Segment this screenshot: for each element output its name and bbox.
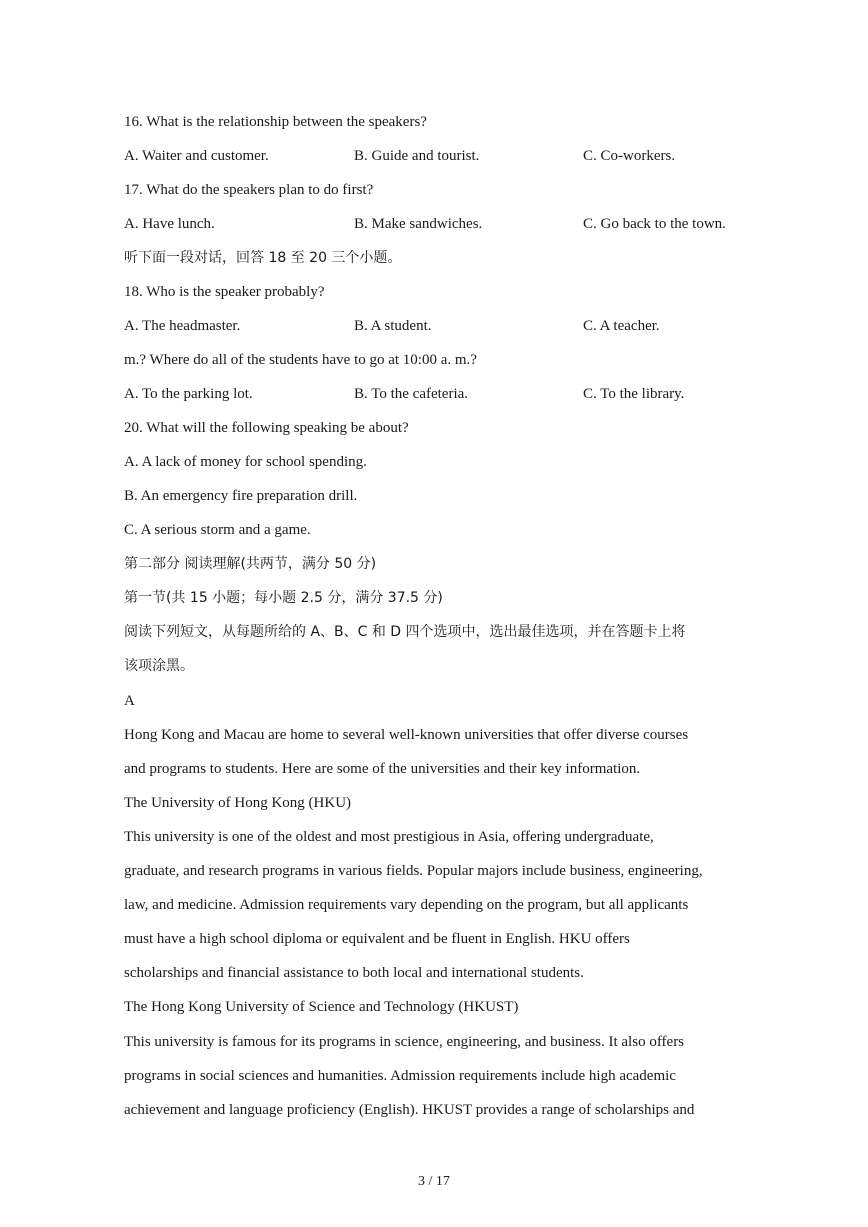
hku-text-line-1: This university is one of the oldest and most prestigious in Asia, offering undergraduate, bbox=[124, 829, 654, 845]
hku-text-line-4: must have a high school diploma or equivalent and be fluent in English. HKU offers bbox=[124, 931, 630, 947]
question-20: 20. What will the following speaking be about? bbox=[124, 420, 409, 436]
hku-text-line-2: graduate, and research programs in various fields. Popular majors include business, engineering, bbox=[124, 863, 703, 879]
hku-text-line-3: law, and medicine. Admission requirements vary depending on the program, but all applicants bbox=[124, 897, 689, 913]
question-18: 18. Who is the speaker probably? bbox=[124, 284, 325, 300]
intro-line-1: Hong Kong and Macau are home to several well-known universities that offer diverse courses bbox=[124, 727, 689, 743]
section1-heading: 第一节(共 15 小题；每小题 2.5 分，满分 37.5 分) bbox=[124, 590, 443, 606]
reading-instruction-line-1: 阅读下列短文，从每题所给的 A、B、C 和 D 四个选项中，选出最佳选项，并在答题卡上将 bbox=[124, 624, 686, 640]
q19-option-c: C. To the library. bbox=[583, 386, 685, 402]
q16-option-c: C. Co-workers. bbox=[583, 148, 676, 164]
q16-option-a: A. Waiter and customer. bbox=[124, 148, 269, 164]
hku-text-line-5: scholarships and financial assistance to both local and international students. bbox=[124, 965, 584, 981]
q17-option-c: C. Go back to the town. bbox=[583, 216, 726, 232]
q20-option-b: B. An emergency fire preparation drill. bbox=[124, 488, 358, 504]
q20-option-c: C. A serious storm and a game. bbox=[124, 522, 311, 538]
q17-option-a: A. Have lunch. bbox=[124, 216, 215, 232]
passage-label: A bbox=[124, 693, 135, 709]
hkust-text-line-2: programs in social sciences and humanities. Admission requirements include high academic bbox=[124, 1068, 676, 1084]
q17-option-b: B. Make sandwiches. bbox=[354, 216, 483, 232]
q19-option-a: A. To the parking lot. bbox=[124, 386, 253, 402]
q19-option-b: B. To the cafeteria. bbox=[354, 386, 469, 402]
hkust-text-line-3: achievement and language proficiency (English). HKUST provides a range of scholarships and bbox=[124, 1102, 695, 1118]
q16-option-b: B. Guide and tourist. bbox=[354, 148, 480, 164]
part2-heading: 第二部分 阅读理解(共两节，满分 50 分) bbox=[124, 556, 377, 572]
q20-option-a: A. A lack of money for school spending. bbox=[124, 454, 367, 470]
hku-title: The University of Hong Kong (HKU) bbox=[124, 795, 352, 811]
instruction-18-20: 听下面一段对话，回答 18 至 20 三个小题。 bbox=[124, 250, 402, 266]
hkust-text-line-1: This university is famous for its programs in science, engineering, and business. It also offers bbox=[124, 1034, 685, 1050]
question-16: 16. What is the relationship between the speakers? bbox=[124, 114, 427, 130]
reading-instruction-line-2: 该项涂黑。 bbox=[124, 658, 194, 674]
question-19: m.? Where do all of the students have to go at 10:00 a. m.? bbox=[124, 352, 477, 368]
q18-option-b: B. A student. bbox=[354, 318, 432, 334]
hkust-title: The Hong Kong University of Science and Technology (HKUST) bbox=[124, 999, 519, 1015]
question-17: 17. What do the speakers plan to do first? bbox=[124, 182, 374, 198]
q18-option-a: A. The headmaster. bbox=[124, 318, 241, 334]
page-number: 3 / 17 bbox=[418, 1174, 450, 1189]
intro-line-2: and programs to students. Here are some of the universities and their key information. bbox=[124, 761, 641, 777]
q18-option-c: C. A teacher. bbox=[583, 318, 660, 334]
